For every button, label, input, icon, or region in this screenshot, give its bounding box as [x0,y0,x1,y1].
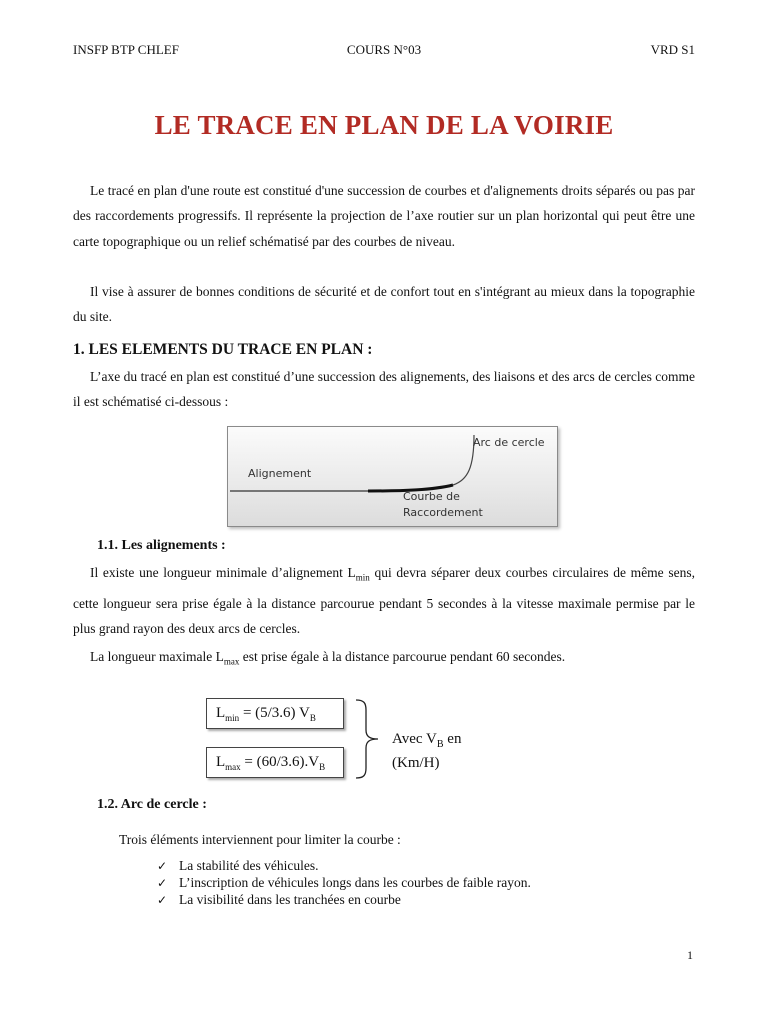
list-item: ✓ La stabilité des véhicules. [157,858,319,873]
arc-factors-list [157,857,531,908]
section-1-heading: 1. LES ELEMENTS DU TRACE EN PLAN : [73,341,373,358]
speed-unit-note: Avec $V_B$ en (Km/H) [392,731,462,771]
curly-brace [352,698,384,780]
section-1-paragraph: L’axe du tracé en plan est constitué d’une succession des alignements, des liaisons et des arcs de cercles comme il est schématisé ci-dessous : [73,369,695,410]
circular-arc [453,435,474,485]
section-1-2-heading: 1.2. Arc de cercle : [97,797,207,812]
section-1-1-paragraph-2: La longueur maximale $L_{max}$ est prise égale à la distance parcourue pendant 60 secondes. [90,649,566,667]
label-courbe-raccordement: Courbe de Raccordement [403,490,483,519]
intro-paragraph-1: Le tracé en plan d'une route est constitué d'une succession de courbes et d'alignements droits séparés ou pas par des raccordements progressifs. Il représente la projection de l’axe routier sur un plan horizontal qui peut être une carte topographique ou un relief schématisé par des courbes de niveau. [73,183,695,249]
section-1-1-paragraph-1: Il existe une longueur minimale d’alignement $L_{min}$ qui devra séparer deux courbes circulaires de même sens, cette longueur sera prise égale à la distance parcourue pendant 5 secondes à la vitesse maximale permise par le plus grand rayon des deux arcs de cercles. [73,565,695,637]
section-1-1-heading: 1.1. Les alignements : [97,538,226,553]
header-course-number: COURS N°03 [346,42,422,57]
formula-lmax: $L_{max} = (60/3.6).V_B$ [206,747,344,778]
section-1-2-intro: Trois éléments interviennent pour limiter la courbe : [119,832,401,847]
list-item: ✓ L’inscription de véhicules longs dans les courbes de faible rayon. [157,875,531,890]
page-number: 1 [687,948,693,962]
label-alignement: Alignement [248,467,312,480]
checkmark-icon: ✓ [157,893,168,907]
header-module: VRD S1 [650,42,695,57]
label-arc-de-cercle: Arc de cercle [473,436,545,449]
checkmark-icon: ✓ [157,876,168,890]
intro-paragraph-2: Il vise à assurer de bonnes conditions de sécurité et de confort tout en s'intégrant au mieux dans la topographie du site. [73,284,695,325]
header-institution: INSFP BTP CHLEF [73,42,179,57]
checkmark-icon: ✓ [157,859,168,873]
page-title: LE TRACE EN PLAN DE LA VOIRIE [154,110,614,140]
formula-lmin: $L_{min} = (5/3.6)$ $V_B$ [206,698,344,729]
road-axis-diagram [227,426,558,527]
list-item: ✓ La visibilité dans les tranchées en courbe [157,892,401,907]
